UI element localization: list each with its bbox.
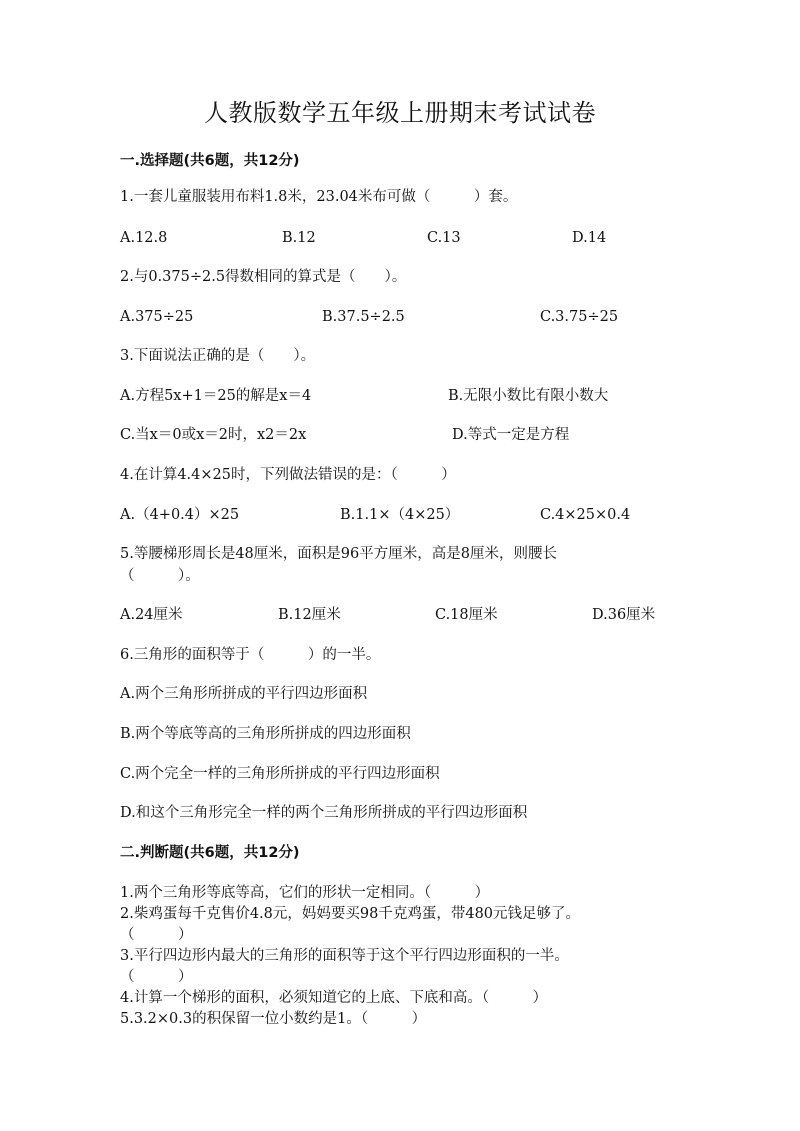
q1-option-b: B.12 [282, 230, 316, 246]
question-3: 3.下面说法正确的是（ ）。 [120, 348, 316, 364]
q5-option-c: C.18厘米 [435, 607, 498, 623]
q2-option-c: C.3.75÷25 [540, 309, 619, 325]
q6-option-d: D.和这个三角形完全一样的两个三角形所拼成的平行四边形面积 [120, 805, 528, 821]
q1-option-c: C.13 [427, 230, 461, 246]
section-heading-choice: 一.选择题(共6题，共12分) [120, 153, 300, 169]
question-4: 4.在计算4.4×25时，下列做法错误的是：（ ） [120, 467, 456, 483]
judgement-item-1: 1.两个三角形等底等高，它们的形状一定相同。（ ） [120, 885, 490, 901]
q3-option-d: D.等式一定是方程 [452, 427, 570, 443]
question-6: 6.三角形的面积等于（ ）的一半。 [120, 647, 381, 663]
judgement-item-4: 4.计算一个梯形的面积，必须知道它的上底、下底和高。（ ） [120, 990, 548, 1006]
q6-option-c: C.两个完全一样的三角形所拼成的平行四边形面积 [120, 766, 440, 782]
judgement-item-2: 2.柴鸡蛋每千克售价4.8元，妈妈要买98千克鸡蛋，带480元钱足够了。 [120, 906, 581, 922]
judgement-item-5: 5.3.2×0.3的积保留一位小数约是1。（ ） [120, 1011, 427, 1027]
question-2: 2.与0.375÷2.5得数相同的算式是（ ）。 [120, 269, 407, 285]
judgement-item-2-blank: （ ） [120, 927, 193, 943]
q2-option-b: B.37.5÷2.5 [322, 309, 405, 325]
question-5: 5.等腰梯形周长是48厘米，面积是96平方厘米，高是8厘米，则腰长 [120, 546, 557, 562]
q6-option-a: A.两个三角形所拼成的平行四边形面积 [120, 686, 368, 702]
judgement-item-3-blank: （ ） [120, 969, 193, 985]
q4-option-b: B.1.1×（4×25） [340, 507, 460, 523]
q3-option-b: B.无限小数比有限小数大 [448, 388, 609, 404]
q5-option-b: B.12厘米 [278, 607, 341, 623]
q4-option-c: C.4×25×0.4 [540, 507, 631, 523]
section-heading-judgement: 二.判断题(共6题，共12分) [120, 845, 300, 861]
q5-option-d: D.36厘米 [592, 607, 656, 623]
q3-option-a: A.方程5x+1＝25的解是x＝4 [120, 388, 312, 404]
q2-option-a: A.375÷25 [120, 309, 194, 325]
q1-option-a: A.12.8 [120, 230, 168, 246]
q4-option-a: A.（4+0.4）×25 [120, 507, 240, 523]
q5-option-a: A.24厘米 [120, 607, 183, 623]
q6-option-b: B.两个等底等高的三角形所拼成的四边形面积 [120, 726, 411, 742]
page-title: 人教版数学五年级上册期末考试试卷 [204, 99, 596, 127]
judgement-item-3: 3.平行四边形内最大的三角形的面积等于这个平行四边形面积的一半。 [120, 948, 569, 964]
q1-option-d: D.14 [572, 230, 607, 246]
question-5-blank: （ ）。 [120, 568, 200, 584]
q3-option-c: C.当x＝0或x＝2时，x2＝2x [120, 427, 307, 443]
question-1: 1.一套儿童服装用布料1.8米，23.04米布可做（ ）套。 [120, 189, 518, 205]
